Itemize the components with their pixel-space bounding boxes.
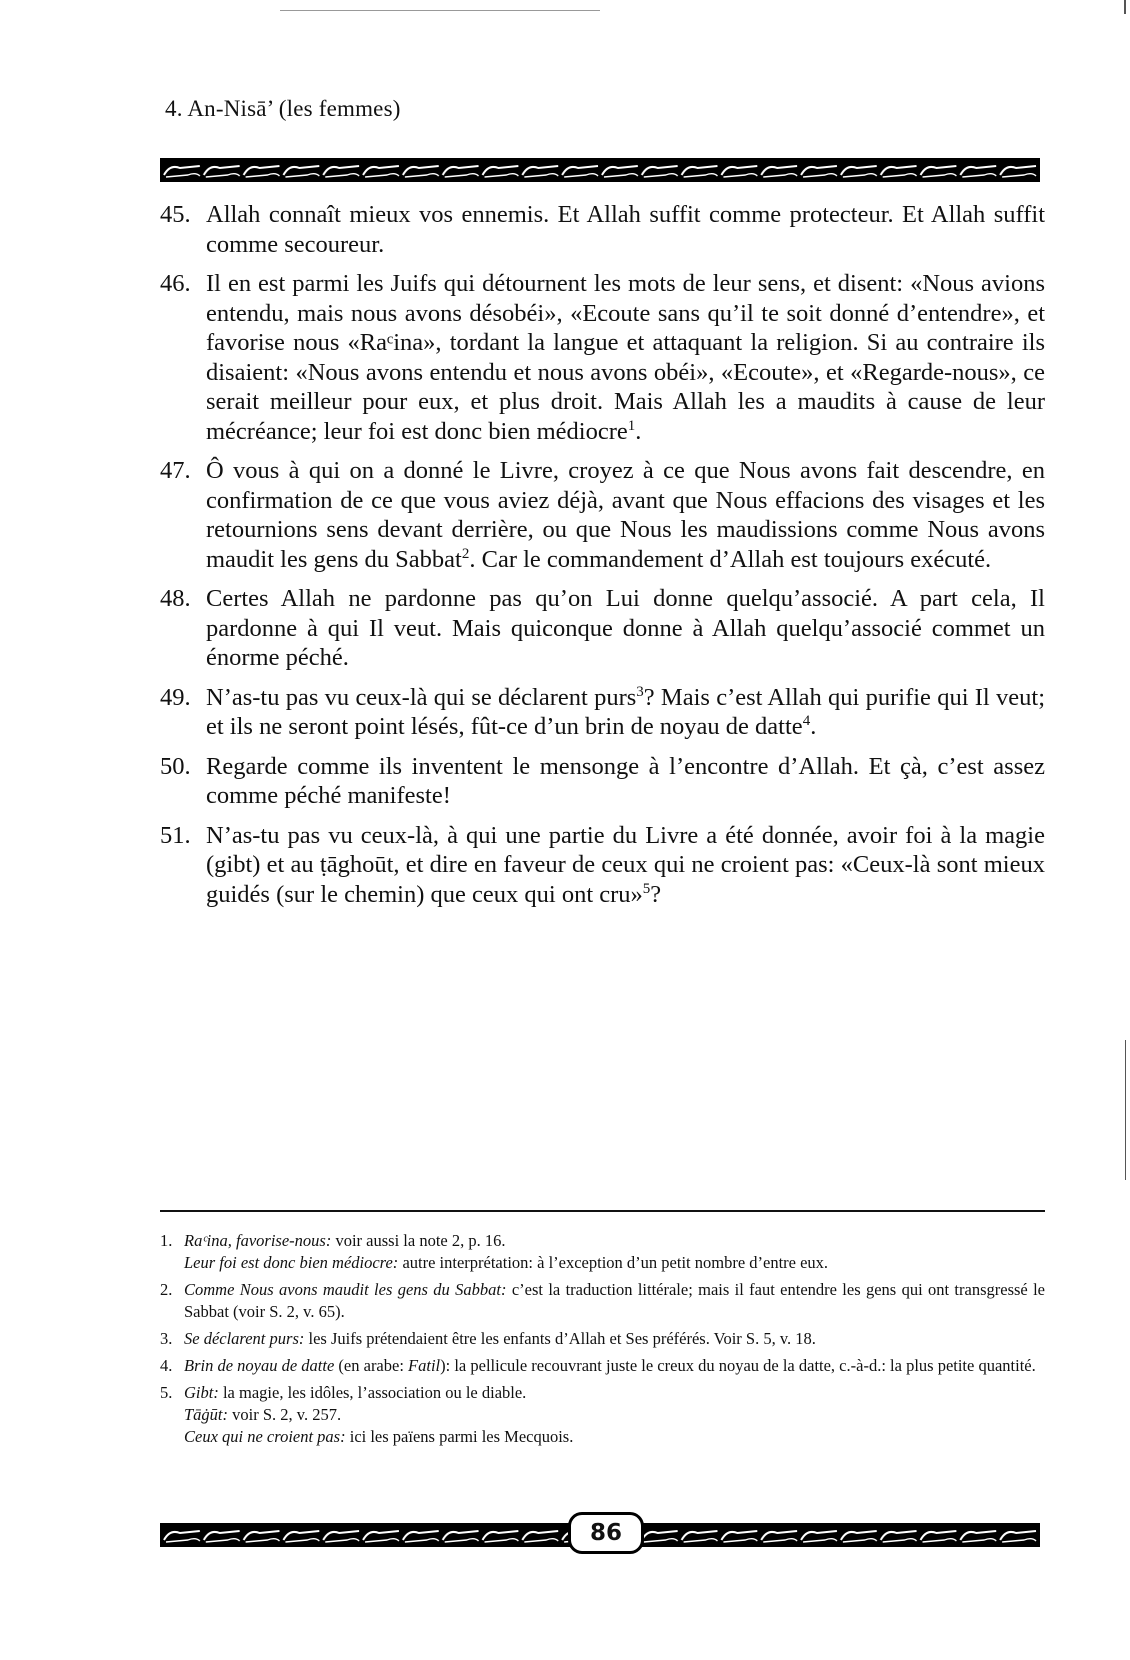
footnote-number: 3.: [160, 1329, 173, 1348]
footnote-3: [160, 1328, 1045, 1350]
verse-text: Il en est parmi les Juifs qui détournent les mots de leur sens, et disent: «Nous avions entendu, mais nous avons désobéi», «Ecoute sans qu’il te soit donné d’entendre», et favorise nous «Raᶜina», tordant la langue et attaquant la religion. Si au contraire ils disaient: «Nous avons entendu et nous avons obéi», «Ecoute», et «Regarde-nous», ce serait meilleur pour eux, et plus droit. Mais Allah les a maudits à cause de leur mécréance; leur foi est donc bien médiocre$^1$.: [206, 270, 1045, 445]
verse-49: [160, 683, 1045, 742]
footnote-line: Raᶜina, favorise-nous: voir aussi la note 2, p. 16.: [184, 1231, 506, 1250]
verses-section: [160, 200, 1045, 919]
footnote-number: 2.: [160, 1280, 173, 1299]
footnote-line: Ceux qui ne croient pas: ici les païens parmi les Mecquois.: [184, 1427, 574, 1446]
verse-number: 50.: [160, 752, 191, 780]
verse-number: 51.: [160, 821, 191, 849]
footnote-line: Brin de noyau de datte (en arabe: Fatil): la pellicule recouvrant juste le creux du noyau de la datte, c.-à-d.: la plus petite quantité.: [184, 1356, 1036, 1375]
footnote-4: [160, 1355, 1045, 1377]
footnote-line: Comme Nous avons maudit les gens du Sabbat: c’est la traduction littérale; mais il faut entendre les gens qui ont transgressé le Sabbat (voir S. 2, v. 65).: [184, 1280, 1045, 1321]
verse-number: 46.: [160, 270, 191, 297]
footnote-1: [160, 1230, 1045, 1274]
scan-edge-mark: [1125, 1040, 1126, 1180]
verse-number: 45.: [160, 201, 191, 228]
verse-text: N’as-tu pas vu ceux-là, à qui une partie du Livre a été donnée, avoir foi à la magie (gibt) et au ṭāghoūt, et dire en faveur de ceux qui ne croient pas: «Ceux-là sont mieux guidés (sur le chemin) que ceux qui ont cru»$^5$?: [206, 821, 1045, 908]
footnote-number: 1.: [160, 1231, 173, 1250]
footnotes-section: [160, 1230, 1045, 1453]
ornament-band-top: [160, 158, 1040, 182]
footnote-line: Se déclarent purs: les Juifs prétendaient être les enfants d’Allah et Ses préférés. Voir S. 5, v. 18.: [184, 1329, 816, 1348]
footnote-number: 4.: [160, 1356, 173, 1375]
footnote-number: 5.: [160, 1383, 173, 1402]
footnote-divider: [160, 1210, 1045, 1212]
verse-51: [160, 821, 1045, 910]
verse-text: Ô vous à qui on a donné le Livre, croyez à ce que Nous avons fait descendre, en confirmation de ce que vous aviez déjà, avant que Nous effacions des visages et les retournions sens devant derrière, ou que Nous les maudissions comme Nous avons maudit les gens du Sabbat$^2$. Car le commandement d’Allah est toujours exécuté.: [206, 457, 1045, 573]
verse-text: Certes Allah ne pardonne pas qu’on Lui donne quelqu’associé. A part cela, Il pardonne à qui Il veut. Mais quiconque donne à Allah quelqu’associé commet un énorme péché.: [206, 585, 1045, 671]
verse-number: 47.: [160, 457, 191, 484]
verse-47: [160, 456, 1045, 574]
page-header: 4. An-Nisā’ (les femmes): [165, 96, 401, 121]
footnote-line: Tāġūt: voir S. 2, v. 257.: [184, 1405, 342, 1424]
verse-text: Regarde comme ils inventent le mensonge à l’encontre d’Allah. Et çà, c’est assez comme péché manifeste!: [206, 752, 1045, 809]
page-number: 86: [589, 1520, 622, 1546]
verse-number: 48.: [160, 585, 191, 612]
verse-number: 49.: [160, 683, 191, 711]
verse-45: [160, 200, 1045, 259]
footnote-2: [160, 1279, 1045, 1323]
verse-text: N’as-tu pas vu ceux-là qui se déclarent purs$^3$? Mais c’est Allah qui purifie qui Il veut; et ils ne seront point lésés, fût-ce d’un brin de noyau de datte$^4$.: [206, 683, 1045, 740]
verse-text: Allah connaît mieux vos ennemis. Et Allah suffit comme protecteur. Et Allah suffit comme secoureur.: [206, 201, 1045, 258]
top-rule: [280, 10, 600, 11]
page-number-cartouche: [568, 1512, 644, 1554]
footnote-line: Leur foi est donc bien médiocre: autre interprétation: à l’exception d’un petit nombre d’entre eux.: [184, 1253, 829, 1272]
scan-edge-mark: [1124, 0, 1126, 14]
ornament-pattern-top: [162, 160, 1038, 180]
verse-46: [160, 269, 1045, 446]
footnote-5: [160, 1382, 1045, 1448]
footnote-line: Gibt: la magie, les idôles, l’association ou le diable.: [184, 1383, 527, 1402]
verse-50: [160, 752, 1045, 811]
verse-48: [160, 584, 1045, 673]
